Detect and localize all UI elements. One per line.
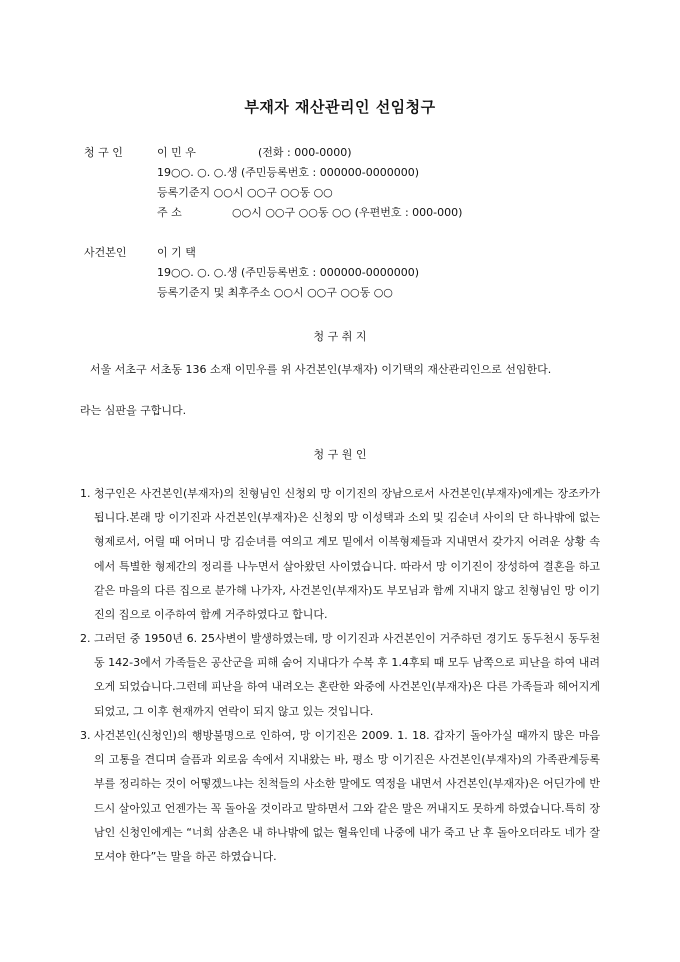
cause-item: [80, 482, 600, 627]
purpose-heading: 청 구 취 지: [313, 330, 367, 343]
principal-name: 이 기 택: [157, 246, 196, 259]
cause-item-number: 1.: [80, 487, 91, 500]
cause-item-text: 사건본인(신청인)의 행방불명으로 인하여, 망 이기진은 2009. 1. 18. 갑자기 돌아가실 때까지 많은 마음의 고통을 견디며 슬픔과 외로움 속에서 지내왔는 바, 평소 망 이기진은 사건본인(부재자)의 가족관계등록부를 정리하는 것이 어떻겠느냐는 친척들의 사소한 말에도 역정을 내면서 사건본인(부재자)은 어딘가에 반드시 살아있고 언젠가는 꼭 돌아올 것이라고 말하면서 그와 같은 말은 꺼내지도 못하게 하였습니다.특히 장남인 신청인에게는 “너희 삼촌은 내 하나밖에 없는 혈육인데 나중에 내가 죽고 난 후 돌아오더라도 네가 잘 모셔야 한다”는 말을 하곤 하였습니다.: [94, 729, 600, 864]
claimant-address-label: 주 소: [157, 206, 182, 219]
principal-label: 사건본인: [84, 246, 127, 259]
claimant-label: 청 구 인: [84, 146, 123, 159]
cause-item: [80, 627, 600, 724]
cause-item-number: 3.: [80, 729, 91, 742]
cause-heading: 청 구 원 인: [313, 448, 367, 461]
claimant-address: ○○시 ○○구 ○○동 ○○ (우편번호 : 000-000): [232, 206, 463, 219]
document-title: 부재자 재산관리인 선임청구: [244, 98, 436, 116]
cause-item-text: 그러던 중 1950년 6. 25사변이 발생하였는데, 망 이기진과 사건본인이 거주하던 경기도 동두천시 동두천동 142-3에서 가족들은 공산군을 피해 숨어 지내다가 수복 후 1.4후퇴 때 모두 남쪽으로 피난을 하여 내려오게 되었습니다.그런데 피난을 하여 내려오는 혼란한 와중에 사건본인(부재자)은 다른 가족들과 헤어지게 되었고, 그 이후 현재까지 연락이 되지 않고 있는 것입니다.: [94, 632, 600, 718]
claimant-registry: 등록기준지 ○○시 ○○구 ○○동 ○○: [157, 186, 333, 199]
claimant-birth: 19○○. ○. ○.생 (주민등록번호 : 000000-0000000): [157, 166, 419, 179]
cause-item-text: 청구인은 사건본인(부재자)의 친형님인 신청외 망 이기진의 장남으로서 사건본인(부재자)에게는 장조카가 됩니다.본래 망 이기진과 사건본인(부재자)은 신청외 망 이성택과 소외 및 김순녀 사이의 단 하나밖에 없는 형제로서, 어릴 때 어머니 망 김순녀를 여의고 계모 밑에서 이복형제들과 지내면서 갖가지 어려운 상황 속에서 특별한 형제간의 정리를 나누면서 살아왔던 사이였습니다. 따라서 망 이기진이 장성하여 결혼을 하고 같은 마을의 다른 집으로 분가해 나가자, 사건본인(부재자)도 부모님과 함께 지내지 않고 친형님인 망 이기진의 집으로 이주하여 함께 거주하였다고 합니다.: [94, 487, 600, 622]
principal-birth: 19○○. ○. ○.생 (주민등록번호 : 000000-0000000): [157, 266, 419, 279]
purpose-text: 서울 서초구 서초동 136 소재 이민우를 위 사건본인(부재자) 이기택의 재산관리인으로 선임한다.: [90, 363, 552, 376]
claimant-name: 이 민 우: [157, 146, 196, 159]
purpose-closing: 라는 심판을 구합니다.: [80, 404, 187, 417]
principal-registry: 등록기준지 및 최후주소 ○○시 ○○구 ○○동 ○○: [157, 286, 393, 299]
claimant-phone: (전화 : 000-0000): [258, 146, 352, 159]
cause-item: [80, 724, 600, 869]
cause-item-number: 2.: [80, 632, 91, 645]
